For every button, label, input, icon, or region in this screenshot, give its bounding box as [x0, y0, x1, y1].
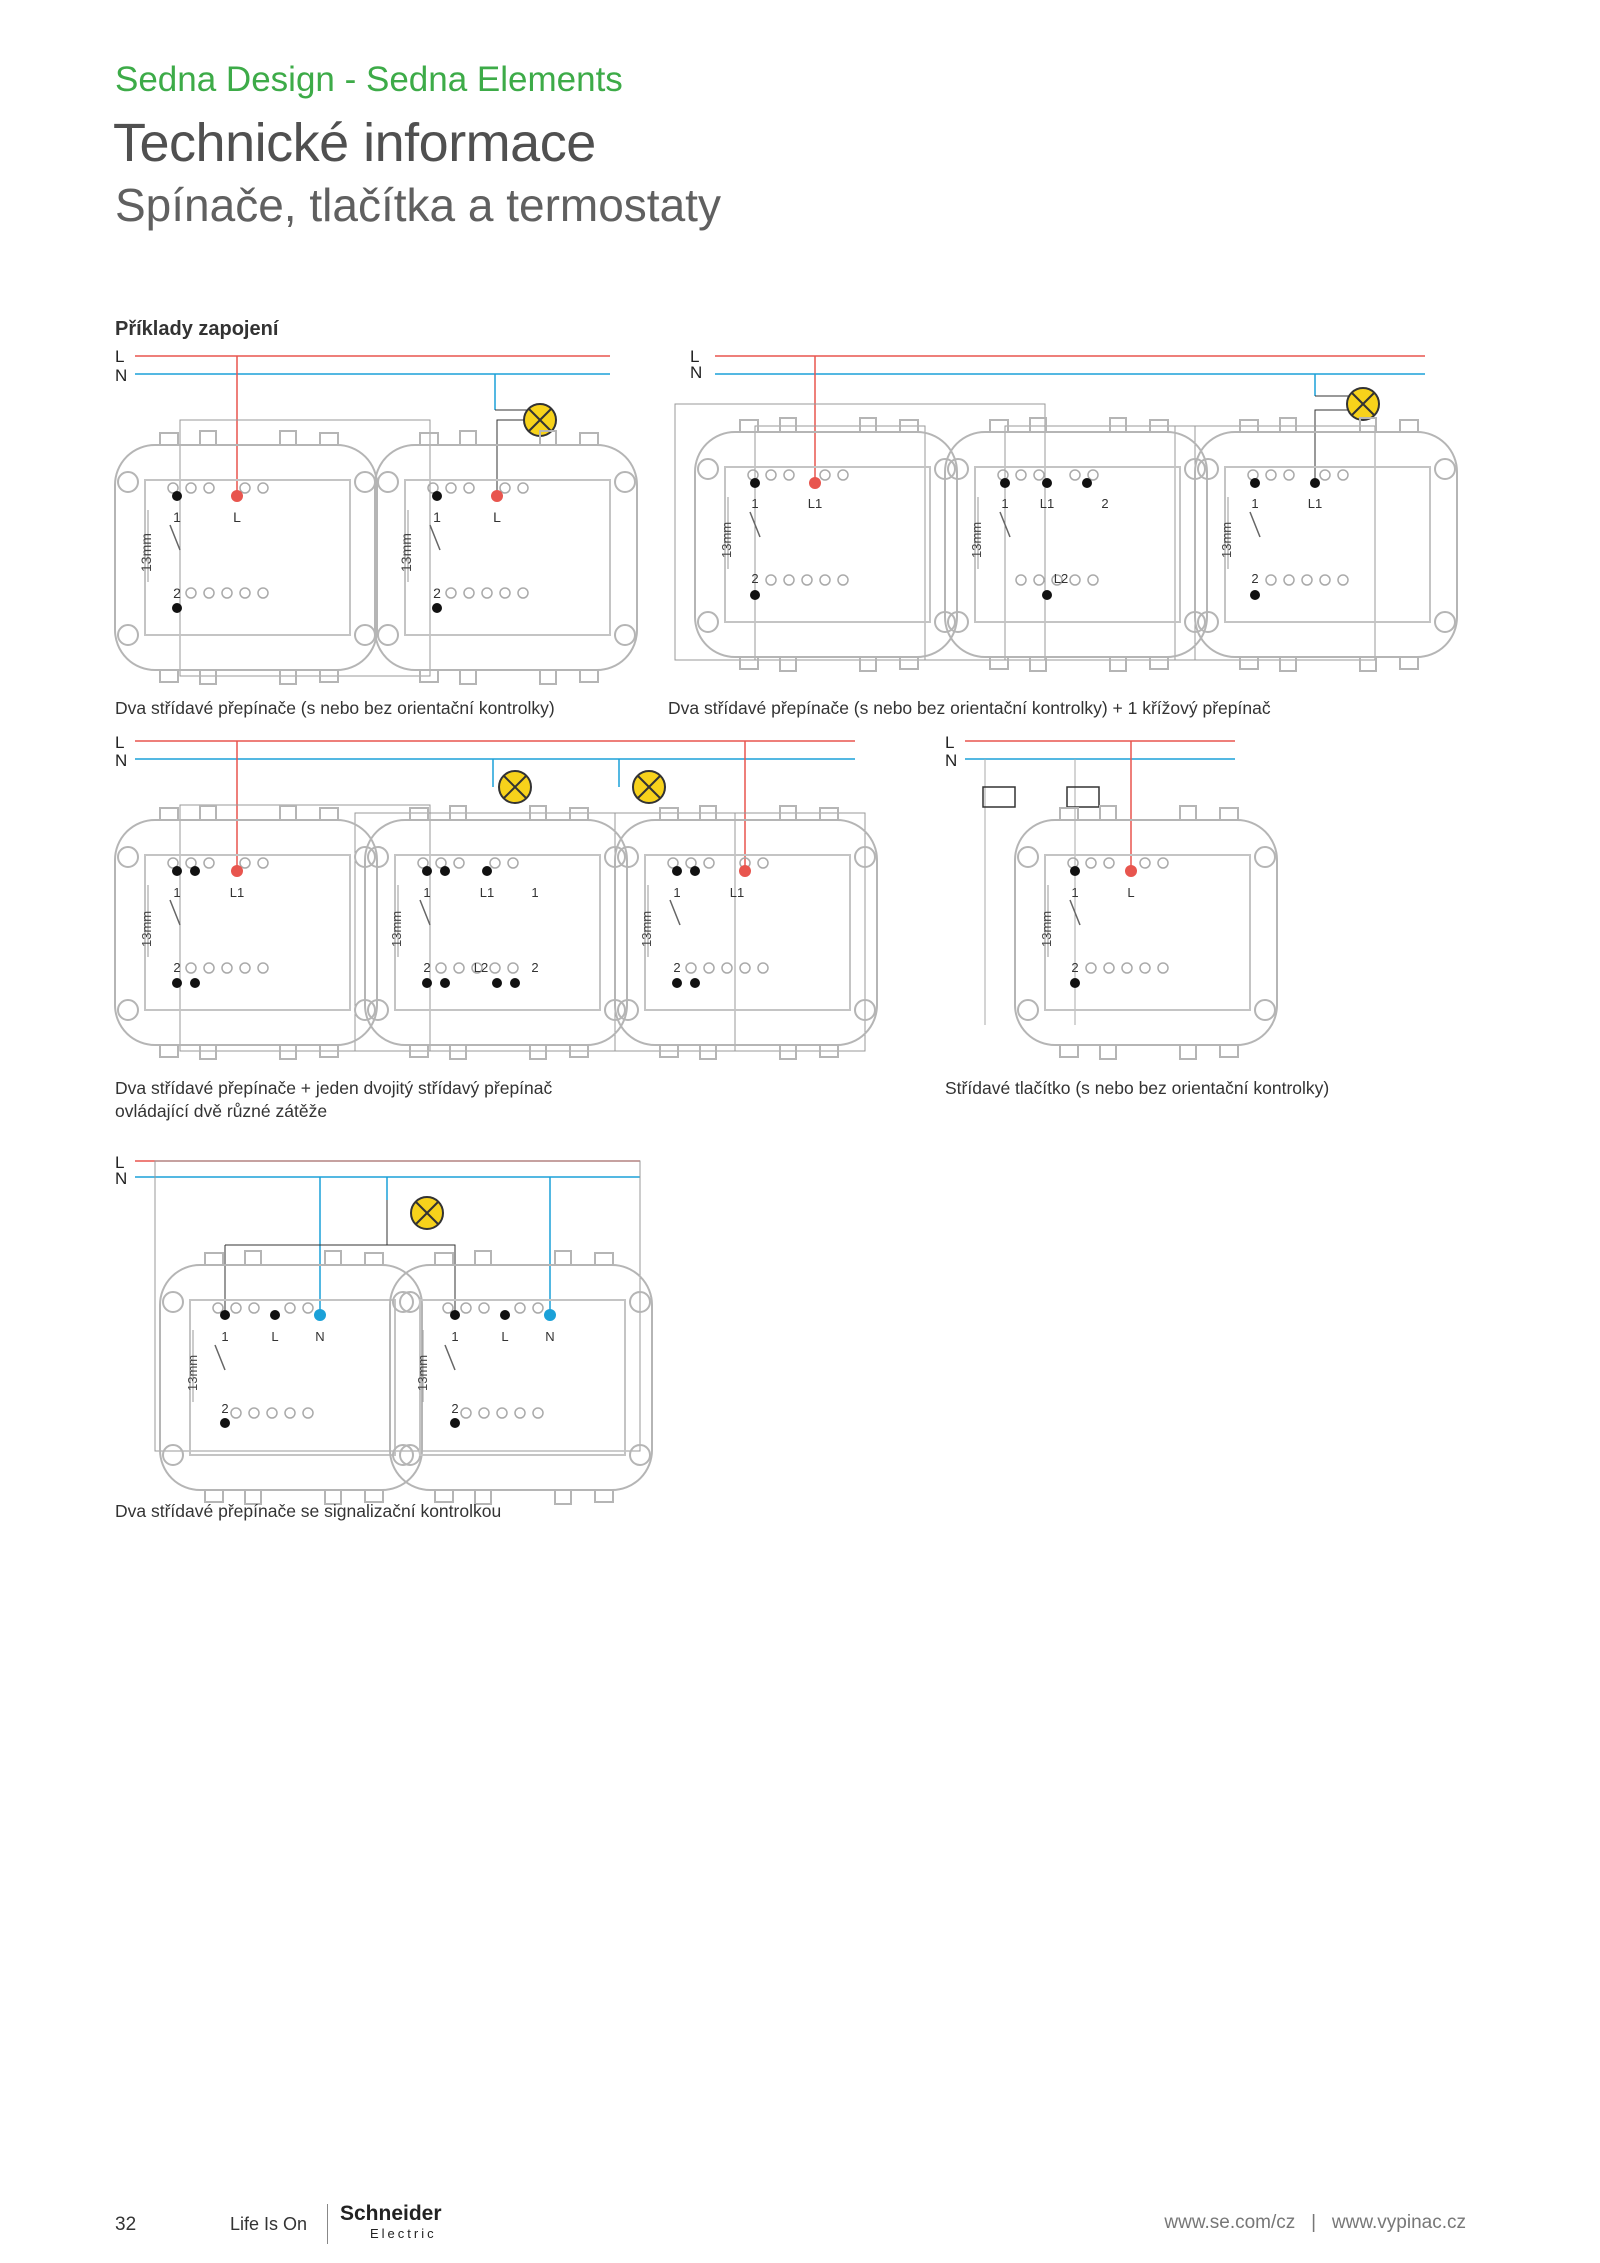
terminal-2-label: 2 — [423, 960, 431, 975]
dimension-label: 13mm — [398, 533, 414, 572]
section-heading: Příklady zapojení — [115, 318, 279, 340]
line-label-n: N — [690, 363, 703, 382]
terminal-2-label: 2 — [221, 1401, 229, 1416]
line-label-n: N — [115, 366, 128, 385]
wiring-diagram-2 — [675, 340, 1435, 680]
wiring-diagram-4 — [945, 725, 1245, 1045]
terminal-2-label: 2 — [1251, 571, 1259, 586]
terminal-l1-label: L1 — [1039, 496, 1055, 511]
wiring-diagram-1 — [115, 340, 635, 680]
terminal-1-label: 1 — [451, 1329, 459, 1344]
terminal-2-label: 2 — [1101, 496, 1109, 511]
terminal-2-label: 2 — [531, 960, 539, 975]
terminal-l-label: L — [501, 1329, 509, 1344]
diagram-5-caption: Dva střídavé přepínače se signalizační kontrolkou — [115, 1501, 502, 1521]
terminal-l2-label: L2 — [1053, 571, 1069, 586]
terminal-l-label: L — [493, 509, 501, 525]
line-label-n: N — [115, 751, 128, 770]
terminal-1-label: 1 — [221, 1329, 229, 1344]
dimension-label: 13mm — [415, 1354, 430, 1391]
line-label-l: L — [690, 347, 700, 366]
diagram-2-caption: Dva střídavé přepínače (s nebo bez orientační kontrolky) + 1 křížový přepínač — [668, 698, 1271, 718]
terminal-2-label: 2 — [433, 585, 441, 601]
terminal-1-label: 1 — [1001, 496, 1009, 511]
dimension-label: 13mm — [1219, 521, 1234, 558]
line-label-l: L — [945, 733, 955, 752]
line-label-l: L — [115, 733, 125, 752]
terminal-n-label: N — [315, 1329, 325, 1344]
terminal-2-label: 2 — [751, 571, 759, 586]
dimension-label: 13mm — [139, 910, 154, 947]
diagram-3-caption-line2: ovládající dvě různé zátěže — [115, 1101, 328, 1121]
diagram-3-caption-line1: Dva střídavé přepínače + jeden dvojitý střídavý přepínač — [115, 1078, 553, 1098]
wiring-diagram-3 — [115, 725, 875, 1065]
terminal-1-label: 1 — [531, 885, 539, 900]
terminal-l2-label: L2 — [473, 960, 489, 975]
terminal-1-label: 1 — [423, 885, 431, 900]
terminal-l1-label: L1 — [229, 885, 245, 900]
series-title: Sedna Design - Sedna Elements — [115, 60, 623, 99]
dimension-label: 13mm — [719, 521, 734, 558]
terminal-l-label: L — [271, 1329, 279, 1344]
terminal-1-label: 1 — [173, 509, 181, 525]
terminal-2-label: 2 — [173, 960, 181, 975]
terminal-1-label: 1 — [1071, 885, 1079, 900]
line-label-n: N — [945, 751, 958, 770]
terminal-1-label: 1 — [173, 885, 181, 900]
terminal-n-label: N — [545, 1329, 555, 1344]
terminal-2-label: 2 — [673, 960, 681, 975]
dimension-label: 13mm — [969, 521, 984, 558]
page-title: Technické informace — [113, 113, 596, 173]
line-label-n: N — [115, 1169, 128, 1188]
terminal-l-label: L — [233, 509, 241, 525]
dimension-label: 13mm — [1039, 910, 1054, 947]
terminal-1-label: 1 — [751, 496, 759, 511]
terminal-l1-label: L1 — [807, 496, 823, 511]
terminal-1-label: 1 — [673, 885, 681, 900]
terminal-1-label: 1 — [1251, 496, 1259, 511]
terminal-l-label: L — [1127, 885, 1135, 900]
footer-urls[interactable]: www.se.com/cz | www.vypinac.cz — [1164, 2212, 1466, 2233]
dimension-label: 13mm — [639, 910, 654, 947]
diagram-4-caption: Střídavé tlačítko (s nebo bez orientační kontrolky) — [945, 1078, 1330, 1098]
schneider-logo-sub: Electric — [370, 2226, 437, 2241]
line-label-l: L — [115, 347, 125, 366]
diagram-1-caption: Dva střídavé přepínače (s nebo bez orientační kontrolky) — [115, 698, 555, 718]
schneider-logo: Schneider — [340, 2202, 442, 2225]
footer-divider — [327, 2204, 328, 2244]
terminal-l1-label: L1 — [729, 885, 745, 900]
terminal-l1-label: L1 — [479, 885, 495, 900]
page-number: 32 — [115, 2214, 137, 2235]
line-label-l: L — [115, 1153, 125, 1172]
wiring-diagram-5 — [115, 1145, 655, 1465]
terminal-1-label: 1 — [433, 509, 441, 525]
terminal-2-label: 2 — [1071, 960, 1079, 975]
terminal-2-label: 2 — [451, 1401, 459, 1416]
dimension-label: 13mm — [138, 533, 154, 572]
page-subtitle: Spínače, tlačítka a termostaty — [115, 179, 721, 231]
terminal-2-label: 2 — [173, 585, 181, 601]
terminal-l1-label: L1 — [1307, 496, 1323, 511]
life-is-on-tagline: Life Is On — [230, 2214, 308, 2234]
dimension-label: 13mm — [185, 1354, 200, 1391]
dimension-label: 13mm — [389, 910, 404, 947]
